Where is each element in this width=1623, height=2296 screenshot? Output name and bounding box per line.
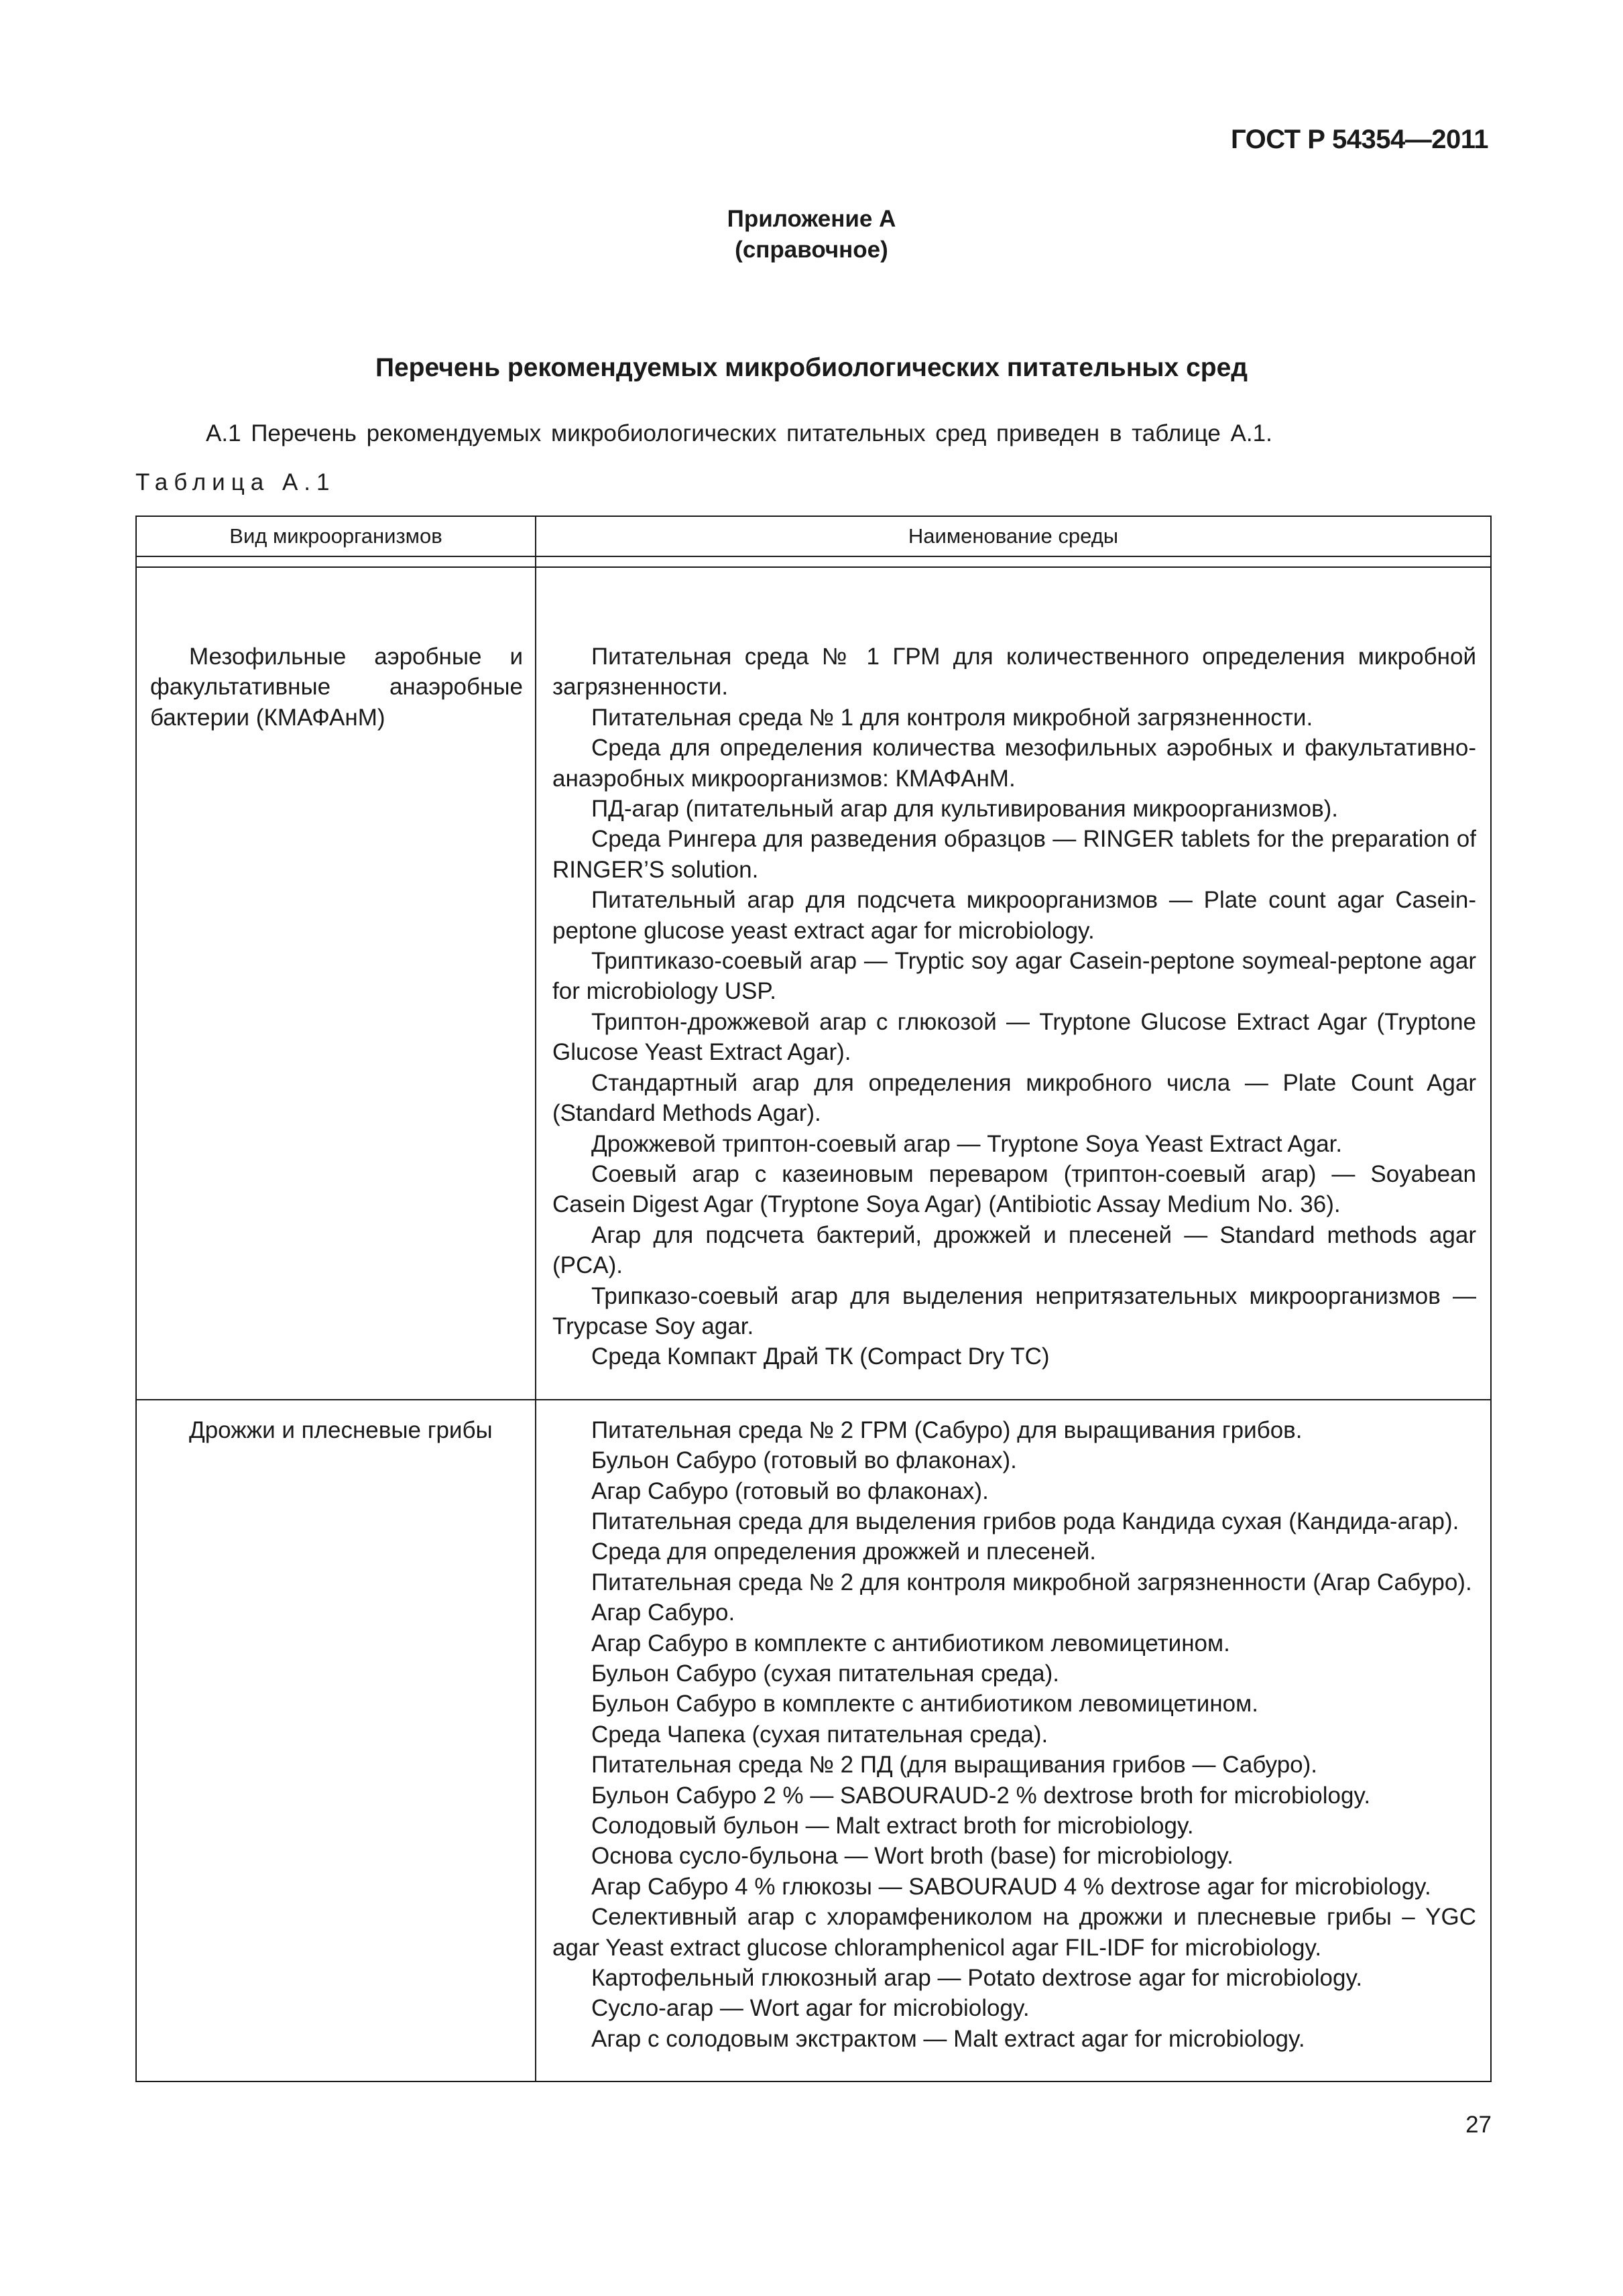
table-row xyxy=(136,567,1491,1400)
media-item: ПД-агар (питательный агар для культивирования микроорганизмов). xyxy=(591,796,1339,823)
column-header-kind: Вид микроорганизмов xyxy=(136,516,536,556)
document-title: Перечень рекомендуемых микробиологических питательных сред xyxy=(375,353,1248,382)
table-caption: Таблица А.1 xyxy=(135,469,336,495)
media-item: Питательный агар для подсчета микроорганизмов — Plate count agar Casein-peptone glucose yeast extract agar for microbiology. xyxy=(552,887,1476,944)
media-item: Триптиказо-соевый агар — Tryptic soy agar Casein-peptone soymeal-peptone agar for microbiology USP. xyxy=(552,948,1476,1005)
table-header-row xyxy=(136,516,1491,556)
media-item: Агар Сабуро в комплекте с антибиотиком левомицетином. xyxy=(591,1630,1230,1656)
media-item: Питательная среда № 2 ПД (для выращивания грибов — Сабуро). xyxy=(591,1752,1318,1778)
media-item: Среда для определения дрожжей и плесеней. xyxy=(591,1538,1096,1565)
media-item: Питательная среда № 1 ГРМ для количественного определения микробной загрязненности. xyxy=(552,644,1476,701)
page-number: 27 xyxy=(1465,2112,1492,2138)
media-item: Агар Сабуро. xyxy=(591,1599,735,1626)
media-item: Агар с солодовым экстрактом — Malt extract agar for microbiology. xyxy=(591,2025,1305,2052)
media-item: Солодовый бульон — Malt extract broth for microbiology. xyxy=(591,1813,1194,1839)
standard-code: ГОСТ Р 54354—2011 xyxy=(1231,125,1488,154)
media-item: Питательная среда № 1 для контроля микробной загрязненности. xyxy=(591,704,1313,731)
media-item: Селективный агар с хлорамфениколом на дрожжи и плесневые грибы – YGC agar Yeast extract glucose chloramphenicol agar FIL-IDF for microbiology. xyxy=(552,1904,1476,1961)
header-separator-cell xyxy=(536,556,1491,567)
column-header-medium: Наименование среды xyxy=(536,516,1491,556)
media-item: Бульон Сабуро в комплекте с антибиотиком левомицетином. xyxy=(591,1691,1258,1717)
media-item: Среда для определения количества мезофильных аэробных и факультативно-анаэробных микроорганизмов: КМАФАнМ. xyxy=(552,735,1476,792)
media-item: Бульон Сабуро 2 % — SABOURAUD-2 % dextrose broth for microbiology. xyxy=(591,1782,1371,1809)
media-table xyxy=(135,516,1492,2082)
media-item: Трипказо-соевый агар для выделения непритязательных микроорганизмов — Trypcase Soy agar. xyxy=(552,1282,1476,1339)
appendix-title: Приложение А xyxy=(727,206,896,232)
header-separator-row xyxy=(136,556,1491,567)
media-item: Среда Чапека (сухая питательная среда). xyxy=(591,1721,1048,1748)
media-item: Агар для подсчета бактерий, дрожжей и плесеней — Standard methods agar (PCA). xyxy=(552,1221,1476,1279)
intro-paragraph: А.1 Перечень рекомендуемых микробиологических питательных сред приведен в таблице А.1. xyxy=(206,420,1272,446)
header-separator-cell xyxy=(136,556,536,567)
microorganism-kind-cell xyxy=(136,1400,536,2082)
media-item: Питательная среда № 2 для контроля микробной загрязненности (Агар Сабуро). xyxy=(591,1569,1472,1595)
media-item: Картофельный глюкозный агар — Potato dextrose agar for microbiology. xyxy=(591,1965,1363,1992)
media-item: Бульон Сабуро (готовый во флаконах). xyxy=(591,1447,1017,1474)
media-item: Питательная среда для выделения грибов рода Кандида сухая (Кандида-агар). xyxy=(591,1508,1459,1534)
media-item: Дрожжевой триптон-соевый агар — Tryptone Soya Yeast Extract Agar. xyxy=(591,1130,1343,1157)
media-item: Агар Сабуро 4 % глюкозы — SABOURAUD 4 % dextrose agar for microbiology. xyxy=(591,1873,1431,1900)
media-item: Стандартный агар для определения микробного числа — Plate Count Agar (Standard Methods Agar). xyxy=(552,1069,1476,1127)
media-item: Соевый агар с казеиновым переваром (триптон-соевый агар) — Soyabean Casein Digest Agar (Tryptone Soya Agar) (Antibiotic Assay Medium No. 36). xyxy=(552,1160,1476,1218)
media-item: Среда Компакт Драй ТК (Compact Dry TC) xyxy=(591,1343,1050,1370)
media-item: Сусло-агар — Wort agar for microbiology. xyxy=(591,1995,1030,2022)
media-list-cell xyxy=(536,567,1491,1400)
table-row xyxy=(136,1400,1491,2082)
appendix-status: (справочное) xyxy=(735,237,888,263)
microorganism-kind: Мезофильные аэробные и факультативные анаэробные бактерии (КМАФАнМ) xyxy=(150,644,523,731)
microorganism-kind: Дрожжи и плесневые грибы xyxy=(189,1416,493,1443)
media-item: Триптон-дрожжевой агар с глюкозой — Tryptone Glucose Extract Agar (Tryptone Glucose Yeast Extract Agar). xyxy=(552,1008,1476,1066)
media-list-cell xyxy=(536,1400,1491,2082)
media-item: Основа сусло-бульона — Wort broth (base) for microbiology. xyxy=(591,1843,1234,1870)
media-item: Агар Сабуро (готовый во флаконах). xyxy=(591,1477,989,1504)
appendix-heading xyxy=(0,204,1623,265)
media-item: Бульон Сабуро (сухая питательная среда). xyxy=(591,1660,1060,1687)
media-item: Среда Рингера для разведения образцов — RINGER tablets for the preparation of RINGER’S solution. xyxy=(552,826,1476,883)
microorganism-kind-cell xyxy=(136,567,536,1400)
media-item: Питательная среда № 2 ГРМ (Сабуро) для выращивания грибов. xyxy=(591,1416,1303,1443)
